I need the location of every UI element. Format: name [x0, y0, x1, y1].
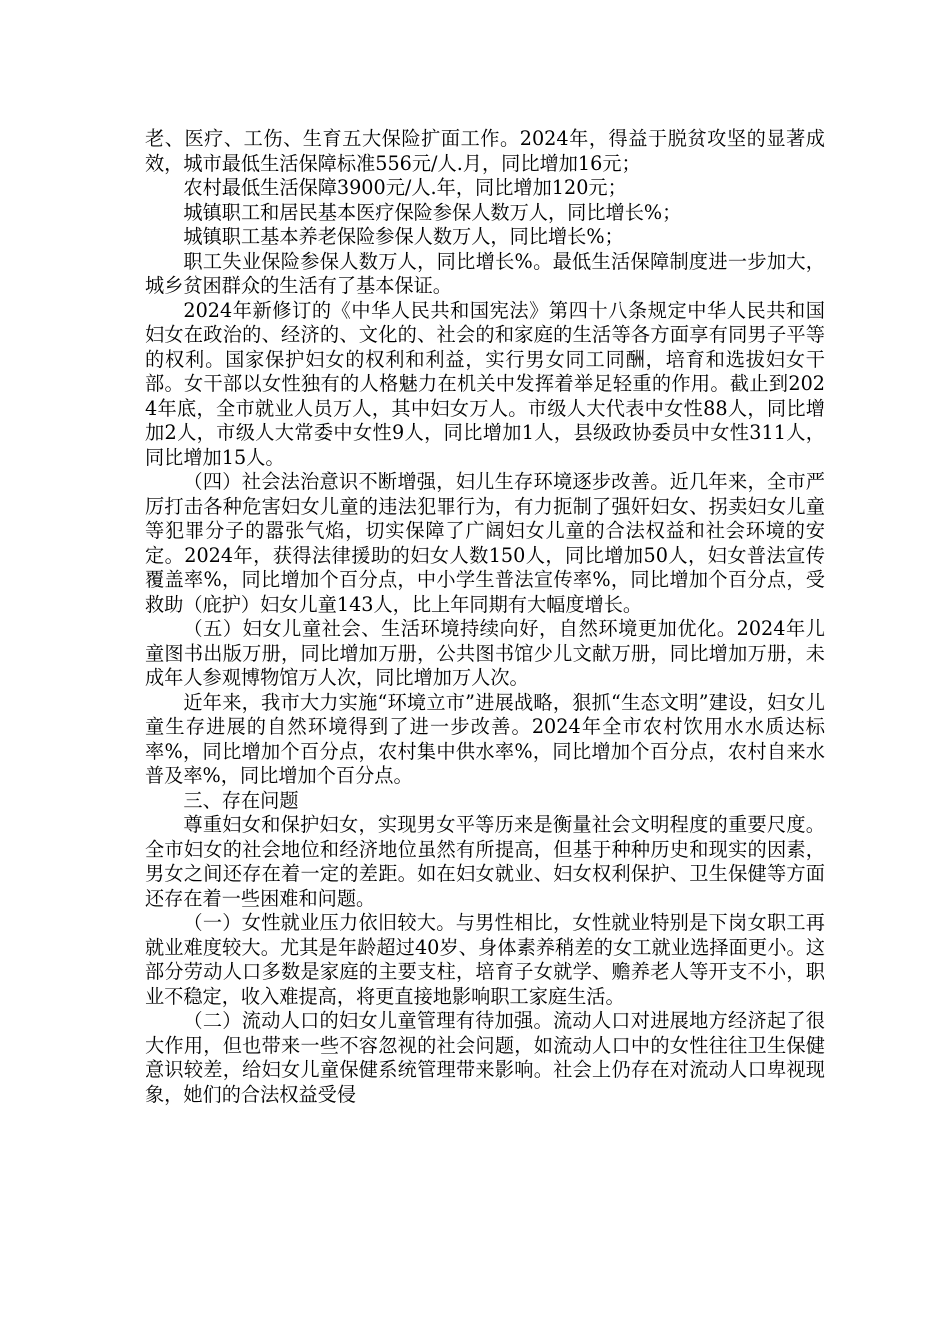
paragraph-2: 农村最低生活保障3900元/人.年，同比增加120元；: [183, 176, 627, 199]
paragraph-7: （四）社会法治意识不断增强，妇儿生存环境逐步改善。近几年来，全市严厉打击各种危害妇女儿童的违法犯罪行为，有力扼制了强奸妇女、拐卖妇女儿童等犯罪分子的嚣张气焰，切实保障了广阔妇女儿童的合法权益和社会环境的安定。2024年，获得法律援助的妇女人数150人，同比增加50人，妇女普法宣传覆盖率%，同比增加个百分点，中小学生普法宣传率%，同比增加个百分点，受救助（庇护）妇女儿童143人，比上年同期有大幅度增长。: [145, 470, 825, 616]
paragraph-3: 城镇职工和居民基本医疗保险参保人数万人，同比增长%；: [183, 200, 682, 224]
paragraph-6: 2024年新修订的《中华人民共和国宪法》第四十八条规定中华人民共和国妇女在政治的、经济的、文化的、社会的和家庭的生活等各方面享有同男子平等的权利。国家保护妇女的权利和利益，实行男女同工同酬，培育和选拔妇女干部。女干部以女性独有的人格魅力在机关中发挥着举足轻重的作用。截止到2024年底，全市就业人员万人，其中妇女万人。市级人大代表中女性88人，同比增加2人，市级人大常委中女性9人，同比增加1人，县级政协委员中女性311人，同比增加15人。: [145, 298, 825, 469]
document-body: [145, 127, 825, 1107]
paragraph-1: 老、医疗、工伤、生育五大保险扩面工作。2024年，得益于脱贫攻坚的显著成效，城市最低生活保障标准556元/人.月，同比增加16元；: [145, 127, 825, 175]
section-heading: 三、存在问题: [183, 788, 299, 812]
paragraph-13: （二）流动人口的妇女儿童管理有待加强。流动人口对进展地方经济起了很大作用，但也带来一些不容忽视的社会问题，如流动人口中的女性往往卫生保健意识较差，给妇女儿童保健系统管理带来影响。社会上仍存在对流动人口卑视现象，她们的合法权益受侵: [145, 1009, 825, 1106]
paragraph-8: （五）妇女儿童社会、生活环境持续向好，自然环境更加优化。2024年儿童图书出版万册，同比增加万册，公共图书馆少儿文献万册，同比增加万册，未成年人参观博物馆万人次，同比增加万人次。: [145, 617, 825, 689]
paragraph-5: 职工失业保险参保人数万人，同比增长%。最低生活保障制度进一步加大，城乡贫困群众的生活有了基本保证。: [145, 249, 825, 297]
paragraph-11: 尊重妇女和保护妇女，实现男女平等历来是衡量社会文明程度的重要尺度。全市妇女的社会地位和经济地位虽然有所提高，但基于种种历史和现实的因素，男女之间还存在着一定的差距。如在妇女就业、妇女权利保护、卫生保健等方面还存在着一些困难和问题。: [145, 813, 825, 910]
paragraph-12: （一）女性就业压力依旧较大。与男性相比，女性就业特别是下岗女职工再就业难度较大。尤其是年龄超过40岁、身体素养稍差的女工就业选择面更小。这部分劳动人口多数是家庭的主要支柱，培育子女就学、赡养老人等开支不小，职业不稳定，收入难提高，将更直接地影响职工家庭生活。: [145, 911, 825, 1008]
paragraph-9: 近年来，我市大力实施“环境立市”进展战略，狠抓“生态文明”建设，妇女儿童生存进展的自然环境得到了进一步改善。2024年全市农村饮用水水质达标率%，同比增加个百分点，农村集中供水率%，同比增加个百分点，农村自来水普及率%，同比增加个百分点。: [145, 690, 825, 787]
paragraph-4: 城镇职工基本养老保险参保人数万人，同比增长%；: [183, 225, 624, 248]
